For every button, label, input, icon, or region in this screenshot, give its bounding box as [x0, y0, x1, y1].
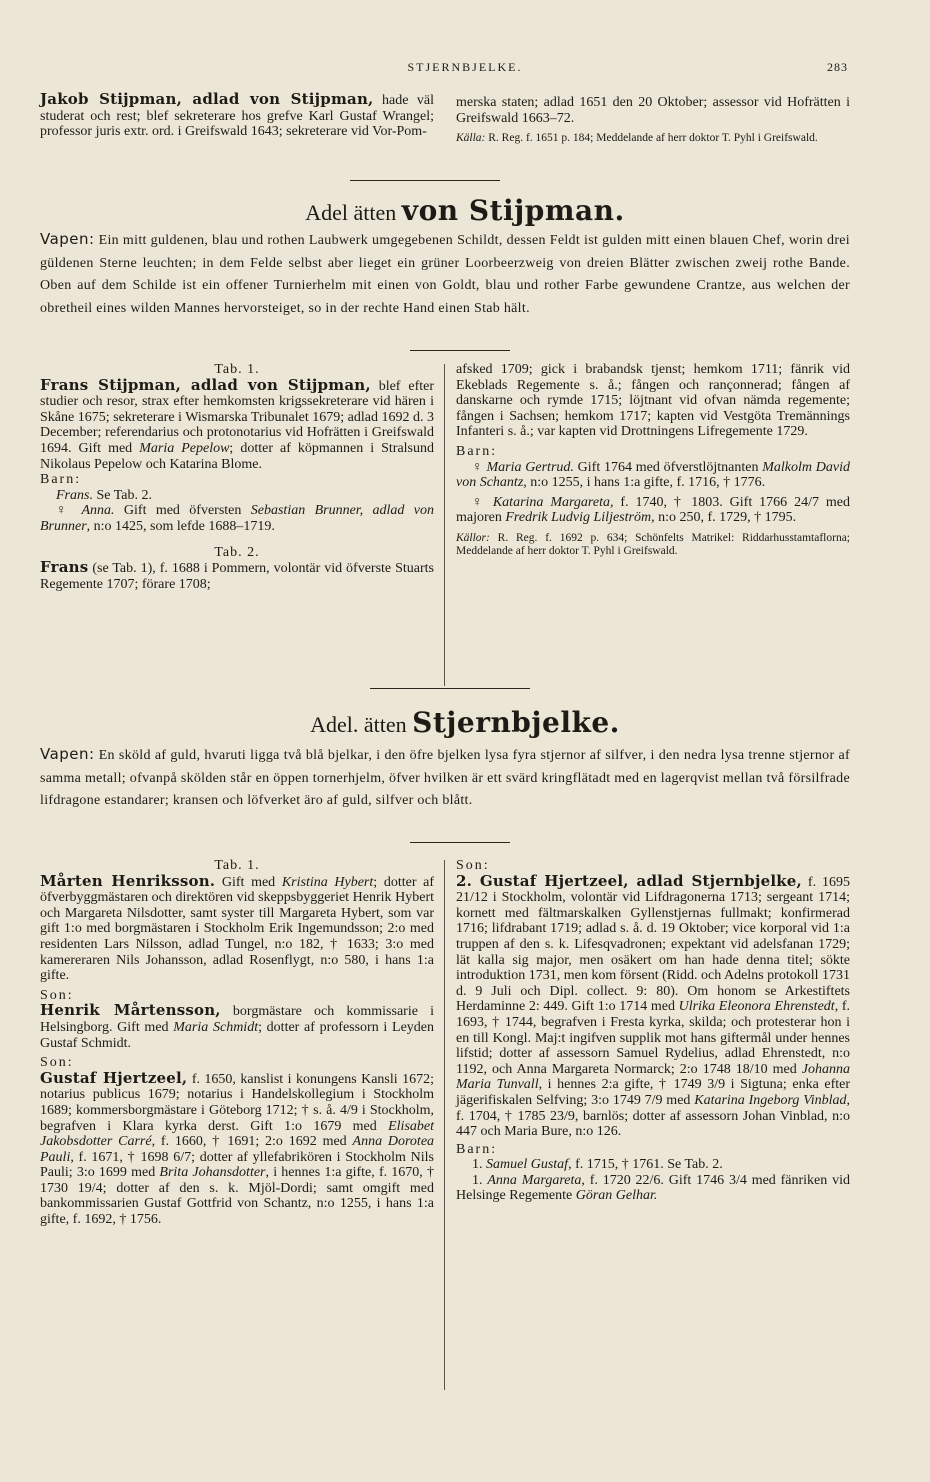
henrik-text: borgmästare och kommissarie i Helsingborg. Gift med — [40, 1004, 434, 1035]
child-text-2: , n:o 250, f. 1729, † 1795. — [651, 510, 797, 526]
henrik-martensson-name: Henrik Mårtensson, — [40, 1001, 221, 1020]
heading-family-name: Stjernbjelke. — [412, 706, 620, 739]
column-divider — [444, 364, 445, 686]
frans-tab2-continuation: afsked 1709; gick i brabandsk tjenst; hemkom 1711; fänrik vid Ekeblads Regemente s. å.; fången och rançonnerad; fången af danskarne och rymde 1715; löjtnant vid ofvan nämda regemente; fången i Sachsen; hemkom 1717; kapten vid Vestgöta Tremännings Infanteri s. å.; var kapten vid Drottningens Lifregemente 1729. — [456, 362, 850, 440]
child-husband: Malkolm David von Schantz — [456, 459, 850, 491]
gustaf-text-3: , f. 1671, † 1698 6/7; dotter af yllefabrikören i Stockholm Nils Pauli; 3:o 1699 med — [40, 1149, 434, 1181]
child-name: Anna Margareta — [487, 1172, 582, 1188]
child-text-2: , n:o 1425, som lefde 1688–1719. — [86, 518, 275, 534]
heading-prefix: Adel ätten — [305, 200, 397, 225]
section1-right-column — [456, 362, 850, 559]
child-husband: Fredrik Ludvig Liljeström — [505, 510, 652, 526]
gustaf-stjernbjelke-name: 2. Gustaf Hjertzeel, adlad Stjernbjelke, — [456, 871, 802, 890]
child-number: 1. — [472, 1157, 483, 1173]
frans-stijpman-text-2: ; dotter af köpmannen i Stralsund Nikolaus Pepelow och Katarina Blome. — [40, 440, 434, 472]
son-label: Son: — [456, 858, 490, 873]
vapen-text: En sköld af guld, hvaruti ligga två blå bjelkar, i den öfre bjelken lysa fyra stjernor af silfver, i den nedra lysa trenne stjernor af samma metall; ofvanpå skölden står en öppen tornerhjelm, öfver hvilken är ett svärd kringflätadt med en lagerqvist mellan två försilfrade lifdragone estandarer; kransen och löfverket äro af guld, silfver och blått. — [40, 748, 850, 808]
barn-label: Barn: — [456, 1141, 498, 1157]
child-text: , f. 1715, † 1761. Se Tab. 2. — [568, 1157, 723, 1173]
gustaf-wife-2: Anna Dorotea Pauli — [40, 1134, 435, 1165]
child-text: Se Tab. 2. — [96, 487, 152, 503]
child-name: ♀ Maria Gertrud. — [472, 459, 574, 475]
coat-of-arms-description — [40, 743, 850, 813]
gustaf-text-4: , i hennes 1:a gifte, f. 1670, † 1730 19/4; dotter af den s. k. Mjöl-Dordi; samt omgift med bankommissarien Gustaf Gottfrid von Schantz, n:o 1255, i hans 1:a gifte, f. 1692, † 1756. — [40, 1165, 434, 1228]
frans-tab2-name: Frans — [40, 558, 89, 577]
gustaf2-text-4: , f. 1704, † 1785 23/9, barnlös; dotter af assessorn Johan Vinblad, n:o 447 och Maria Bure, n:o 126. — [456, 1092, 851, 1140]
marten-henriksson-name: Mårten Henriksson. — [40, 871, 216, 890]
gustaf2-wife-2: Johanna Maria Tunvall — [456, 1061, 850, 1093]
source-text: R. Reg. f. 1651 p. 184; Meddelande af herr doktor T. Pyhl i Greifswald. — [488, 132, 818, 145]
son-label: Son: — [40, 1055, 74, 1071]
barn-label: Barn: — [456, 443, 498, 459]
henrik-wife: Maria Schmidt — [173, 1019, 259, 1035]
gustaf2-text-3: , i hennes 2:a gifte, † 1749 3/9 i Sigtuna; enka efter jägerifiskalen Selfving; 3:o 1749 7/9 med — [456, 1077, 851, 1108]
divider-rule — [350, 180, 500, 181]
top-right-column — [456, 95, 850, 146]
divider-rule — [410, 350, 510, 351]
frans-wife: Maria Pepelow — [139, 440, 230, 456]
child-name: Frans. — [56, 487, 93, 503]
jakob-stijpman-continuation: merska staten; adlad 1651 den 20 Oktober; assessor vid Hofrätten i Greifswald 1663–72. — [456, 95, 850, 126]
gustaf2-wife-1: Ulrika Eleonora Ehrenstedt — [678, 999, 835, 1015]
gustaf2-text-2: , f. 1693, † 1744, begrafven i Fresta kyrka, skilda; och protesterar hon i en till Kongl. Maj:t ingifven supplik mot hans giftermål under hennes lifstid; dotter af assessorn Samuel Rydelius, adlad Ehrenstedt, n:o 1192, och Anna Margareta Normarck; 2:o 1748 18/10 med — [456, 999, 850, 1077]
child-text: Gift 1764 med öfverstlöjtnanten — [577, 459, 759, 475]
section2-left-column — [40, 858, 434, 1228]
child-name: ♀ Katarina Margareta, — [472, 494, 614, 510]
child-text: f. 1740, † 1803. Gift 1766 24/7 med majoren — [456, 494, 850, 526]
heading-prefix: Adel. ätten — [310, 712, 407, 737]
gustaf2-wife-3: Katarina Ingeborg Vinblad — [694, 1092, 847, 1108]
marten-text-2: ; dotter af öfverbyggmästaren och direktören vid skeppsbyggeriet Henrik Hybert och Margareta Nilsdotter, samt syster till Margareta Hybert, som var gift 1:o med borgmästaren i Stockholm Erik Ingemundsson; 2:o med residenten Lars Nilsson, adlad Tungel, n:o 182, † 1633; 3:o med kamereraren Nils Johansson, adlad Rosenflygt, n:o 580, i hans 1:a gifte. — [40, 874, 435, 984]
child-text: , f. 1720 22/6. Gift 1746 3/4 med fänriken vid Helsinge Regemente — [456, 1172, 850, 1204]
frans-stijpman-text: blef efter studier och resor, strax efter hemkomsten krigssekreterare vid hären i Skåne 1675; sekreterare i Wismarska Tribunalet 1679; adlad 1692 d. 3 December; referendarius och protonotarius vid Hofrätten i Greifswald 1694. Gift med — [40, 378, 434, 456]
section2-right-column — [456, 858, 850, 1204]
gustaf-text-2: , f. 1660, † 1691; 2:o 1692 med — [151, 1134, 347, 1150]
child-number: 1. — [472, 1172, 483, 1188]
vapen-label: Vapen: — [40, 230, 95, 248]
barn-label: Barn: — [40, 472, 82, 488]
top-left-column — [40, 92, 434, 140]
sources-label: Källor: — [456, 531, 490, 544]
gustaf-wife-3: Brita Johansdotter — [159, 1165, 266, 1181]
divider-rule — [410, 842, 510, 843]
vapen-label: Vapen: — [40, 745, 95, 763]
child-name: ♀ Anna. — [56, 503, 115, 519]
gustaf-text: f. 1650, kanslist i konungens Kansli 1672; notarius publicus 1679; notarius i Handelskollegium i Stockholm 1689; kommersborgmästare i Göteborg 1712; † s. å. 4/9 i Stockholm, begrafven i Klara kyrka derst. Gift 1:o 1679 med — [40, 1071, 435, 1134]
child-text: Gift med öfversten — [123, 503, 242, 519]
son-label: Son: — [40, 987, 74, 1003]
child-husband: Sebastian Brunner, adlad von Brunner — [40, 503, 435, 534]
frans-stijpman-name: Frans Stijpman, adlad von Stijpman, — [40, 375, 371, 394]
tab-1-heading: Tab. 1. — [214, 362, 260, 377]
sources-text: R. Reg. f. 1692 p. 634; Schönfelts Matrikel: Riddarhusstamtaflorna; Meddelande af herr doktor T. Pyhl i Greifswald. — [456, 531, 851, 558]
divider-rule — [370, 688, 530, 689]
frans-tab2-text: (se Tab. 1), f. 1688 i Pommern, volontär vid öfverste Stuarts Regemente 1707; förare 1708; — [40, 561, 434, 592]
column-divider — [444, 860, 445, 1390]
henrik-text-2: ; dotter af professorn i Leyden Gustaf Schmidt. — [40, 1019, 435, 1051]
section-heading-von-stijpman — [0, 194, 930, 227]
vapen-text: Ein mitt guldenen, blau und rothen Laubwerk umgegebenen Schildt, dessen Feldt ist gulden mitt einen blauen Chef, worin drei güldenen Sterne leuchten; in dem Felde selbst aber lieget ein grüner Loorbeerzweig von dreien Blätter zwischen zweij rothe Bande. Oben auf dem Schilde ist ein offener Turnierhelm mit einen von Goldt, blau und rother Farbe gewundene Crantze, aus welchen der obretheil eines wilden Mannes hervorsteiget, so in der rechte Hand einen Stab hält. — [40, 233, 850, 316]
marten-text: Gift med — [221, 874, 276, 890]
marten-wife: Kristina Hybert — [281, 874, 374, 890]
gustaf-hjertzeel-name: Gustaf Hjertzeel, — [40, 1068, 188, 1087]
source-label: Källa: — [456, 132, 486, 145]
child-name: Samuel Gustaf — [486, 1157, 569, 1173]
gustaf2-text: f. 1695 21/12 i Stockholm, volontär vid Lifdragonerna 1713; sergeant 1714; kornett med fältmarskalken Gyllenstjernas fullmakt; konfirmerad 1716; lifdrabant 1719; adlad s. å. d. 19 Oktober; vice korporal vid 1:a truppen af den s. k. Lifesqvadronen; expektant vid adelsfanan 1729; lät kalla sig major, men osäkert om han hade denna titel; sökte introduktion 1731, men kom försent (Ridd. och Adelns protokoll 1731 d. 9 Juli och Dipl. collect. 9: 80). Om honom se Arkestiftets Herdaminne 2: 449. Gift 1:o 1714 med — [456, 874, 851, 1015]
page-number: 283 — [827, 60, 848, 74]
jakob-stijpman-text: hade väl studerat och rest; blef sekreterare hos grefve Karl Gustaf Wrangel; professor juris extr. ord. i Greifswald 1643; sekreterare vid Vor-Pom- — [40, 93, 435, 140]
coat-of-arms-description — [40, 228, 850, 320]
tab-1-heading: Tab. 1. — [214, 858, 260, 873]
section-heading-stjernbjelke — [0, 706, 930, 739]
tab-2-heading: Tab. 2. — [214, 544, 260, 560]
section1-left-column — [40, 362, 434, 592]
child-text-2: , n:o 1255, i hans 1:a gifte, f. 1716, † 1776. — [523, 475, 766, 491]
heading-family-name: von Stijpman. — [401, 194, 625, 227]
running-head-title: STJERNBJELKE. — [407, 60, 523, 74]
jakob-stijpman-name: Jakob Stijpman, adlad von Stijpman, — [40, 90, 374, 108]
child-husband: Göran Gelhar. — [575, 1188, 658, 1204]
gustaf-wife-1: Elisabet Jakobsdotter Carré — [40, 1118, 434, 1150]
